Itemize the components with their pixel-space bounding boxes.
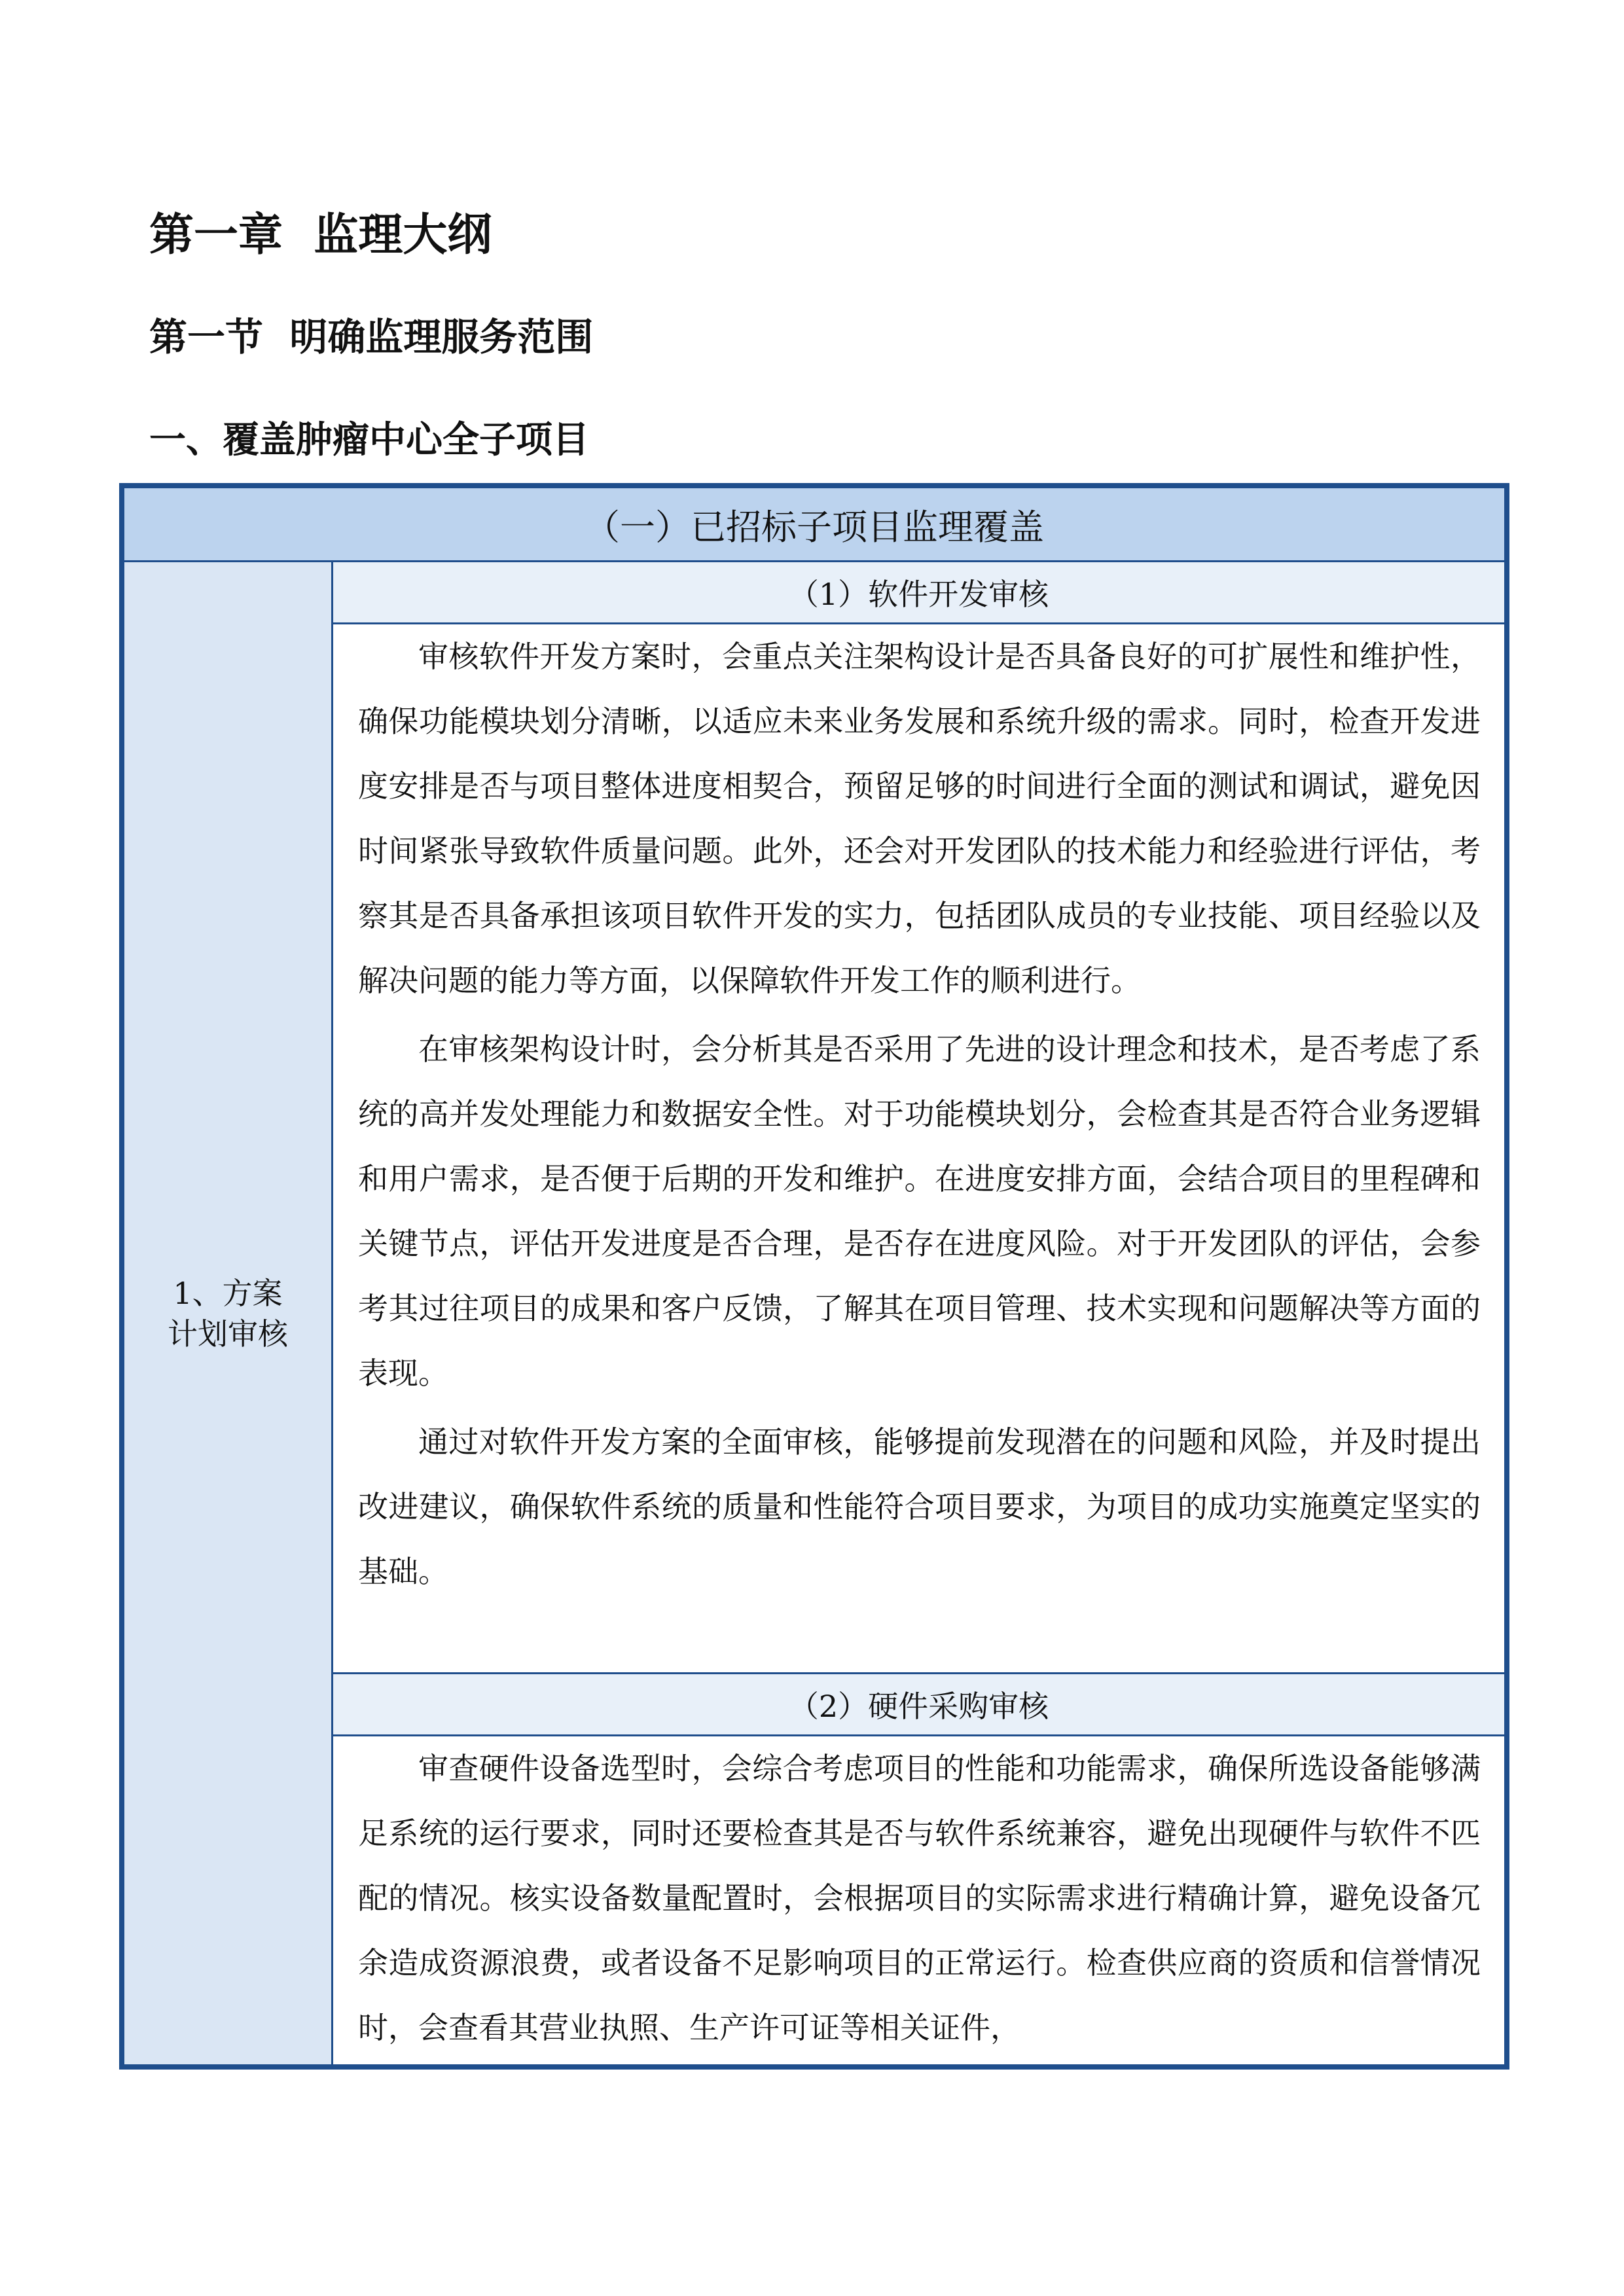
row-label-cell bbox=[124, 562, 333, 2064]
paragraph: 在审核架构设计时，会分析其是否采用了先进的设计理念和技术，是否考虑了系统的高并发处理能力和数据安全性。对于功能模块划分，会检查其是否符合业务逻辑和用户需求，是否便于后期的开发和维护。在进度安排方面，会结合项目的里程碑和关键节点，评估开发进度是否合理，是否存在进度风险。对于开发团队的评估，会参考其过往项目的成果和客户反馈，了解其在项目管理、技术实现和问题解决等方面的表现。 bbox=[358, 1031, 1481, 1391]
hardware-review-heading: （2）硬件采购审核 bbox=[333, 1672, 1504, 1736]
content-column bbox=[333, 562, 1504, 2064]
section-heading: 第一节 明确监理服务范围 bbox=[149, 315, 594, 359]
software-review-heading: （1）软件开发审核 bbox=[333, 562, 1504, 624]
scope-table bbox=[119, 483, 1509, 2070]
subsection-heading: 一、覆盖肿瘤中心全子项目 bbox=[149, 419, 589, 461]
paragraph: 审核软件开发方案时，会重点关注架构设计是否具备良好的可扩展性和维护性，确保功能模块划分清晰，以适应未来业务发展和系统升级的需求。同时，检查开发进度安排是否与项目整体进度相契合，预留足够的时间进行全面的测试和调试，避免因时间紧张导致软件质量问题。此外，还会对开发团队的技术能力和经验进行评估，考察其是否具备承担该项目软件开发的实力，包括团队成员的专业技能、项目经验以及解决问题的能力等方面，以保障软件开发工作的顺利进行。 bbox=[358, 639, 1481, 998]
paragraph: 审查硬件设备选型时，会综合考虑项目的性能和功能需求，确保所选设备能够满足系统的运行要求，同时还要检查其是否与软件系统兼容，避免出现硬件与软件不匹配的情况。核实设备数量配置时，会根据项目的实际需求进行精确计算，避免设备冗余造成资源浪费，或者设备不足影响项目的正常运行。检查供应商的资质和信誉情况时，会查看其营业执照、生产许可证等相关证件， bbox=[358, 1751, 1481, 2045]
row-label: 1、方案计划审核 bbox=[168, 1275, 288, 1352]
table-title: （一）已招标子项目监理覆盖 bbox=[124, 488, 1504, 562]
hardware-review-body bbox=[358, 1736, 1481, 2060]
software-review-body bbox=[358, 624, 1481, 1604]
paragraph: 通过对软件开发方案的全面审核，能够提前发现潜在的问题和风险，并及时提出改进建议，确保软件系统的质量和性能符合项目要求，为项目的成功实施奠定坚实的基础。 bbox=[358, 1424, 1481, 1589]
chapter-heading: 第一章 监理大纲 bbox=[149, 209, 492, 261]
